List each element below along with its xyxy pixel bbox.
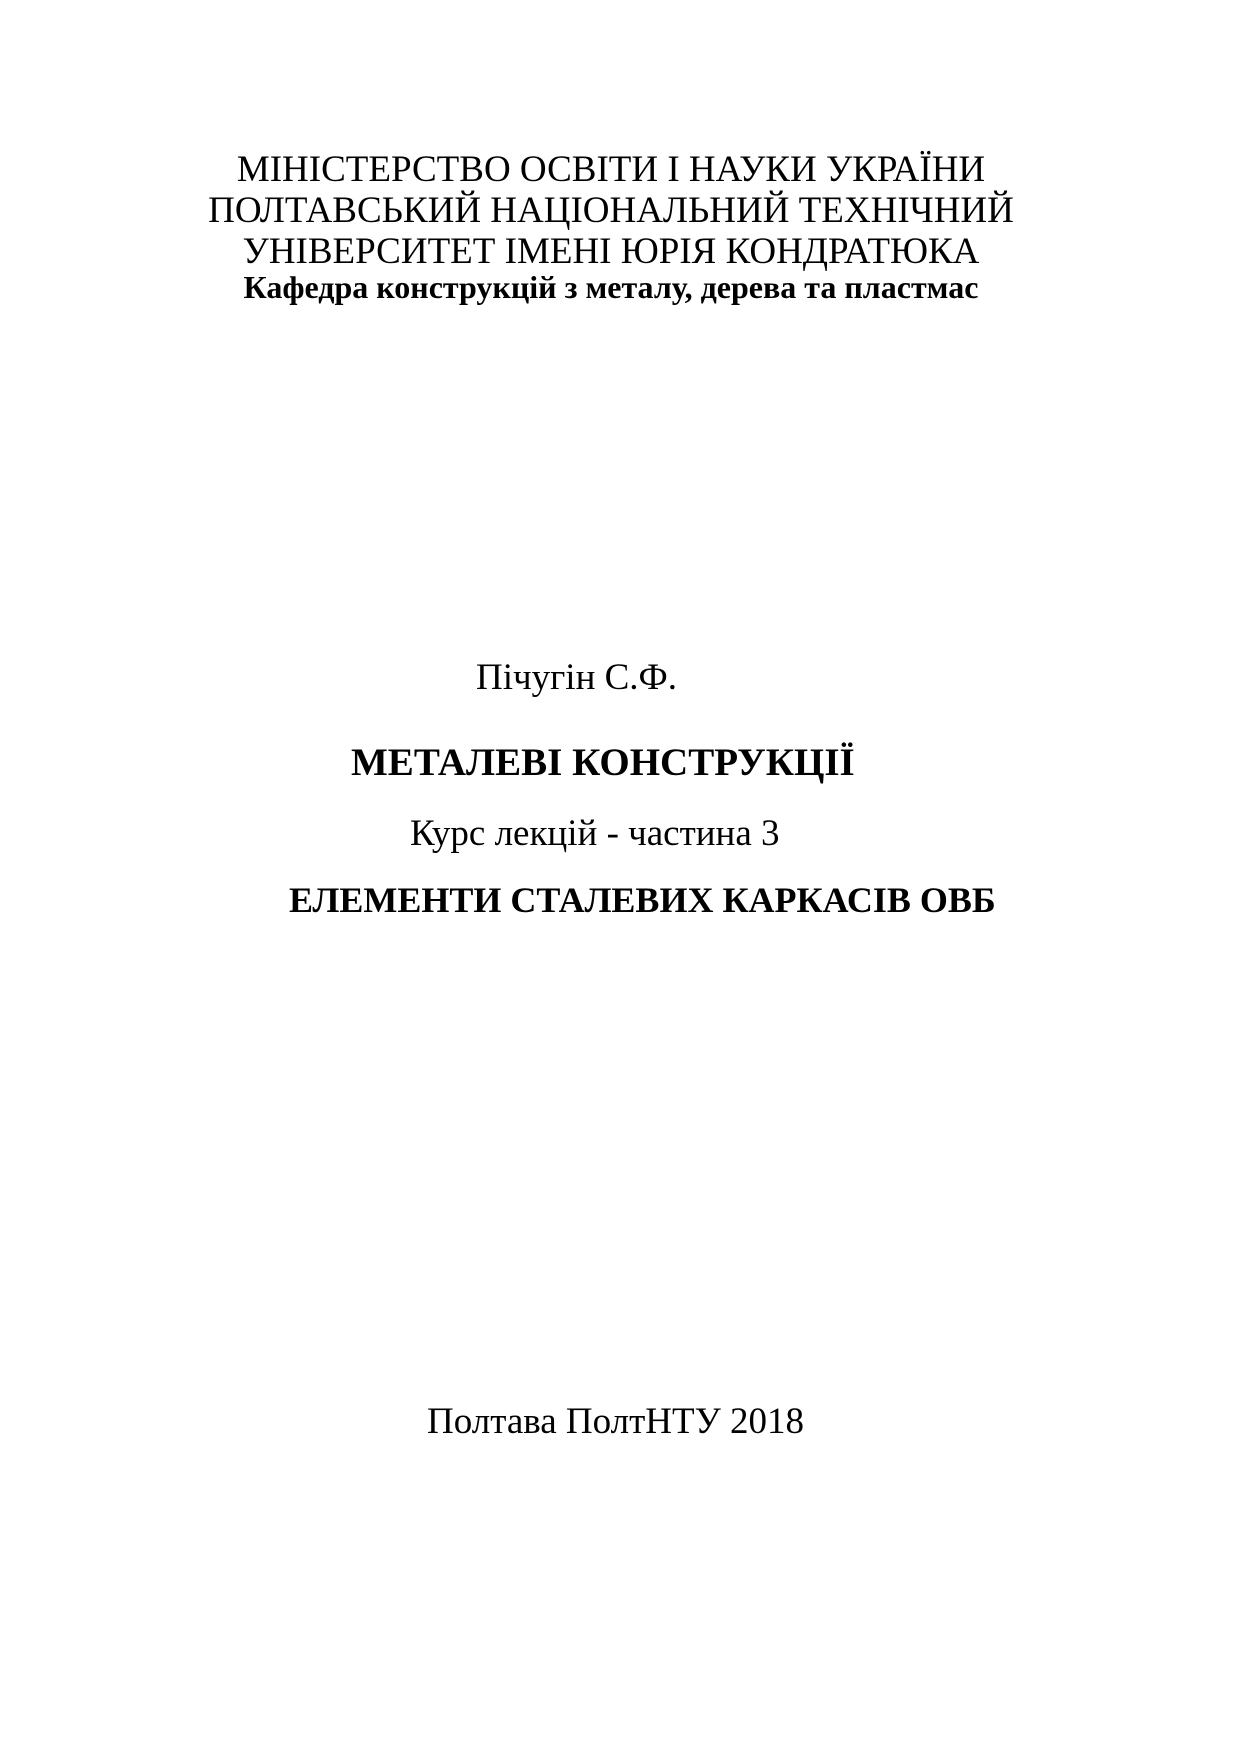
document-title: МЕТАЛЕВІ КОНСТРУКЦІЇ: [351, 741, 855, 784]
university-heading-line-2: УНІВЕРСИТЕТ ІМЕНІ ЮРІЯ КОНДРАТЮКА: [242, 231, 980, 272]
ministry-heading: МІНІСТЕРСТВО ОСВІТИ І НАУКИ УКРАЇНИ: [236, 149, 986, 190]
publication-imprint: Полтава ПолтНТУ 2018: [427, 1401, 805, 1442]
university-heading-line-1: ПОЛТАВСЬКИЙ НАЦІОНАЛЬНИЙ ТЕХНІЧНИЙ: [208, 190, 1014, 231]
document-subtitle: ЕЛЕМЕНТИ СТАЛЕВИХ КАРКАСІВ ОВБ: [289, 880, 996, 920]
department-heading: Кафедра конструкцій з металу, дерева та пластмас: [243, 269, 979, 305]
author-name: Пічугін С.Ф.: [476, 657, 678, 698]
course-part-label: Курс лекцій - частина 3: [410, 813, 780, 854]
